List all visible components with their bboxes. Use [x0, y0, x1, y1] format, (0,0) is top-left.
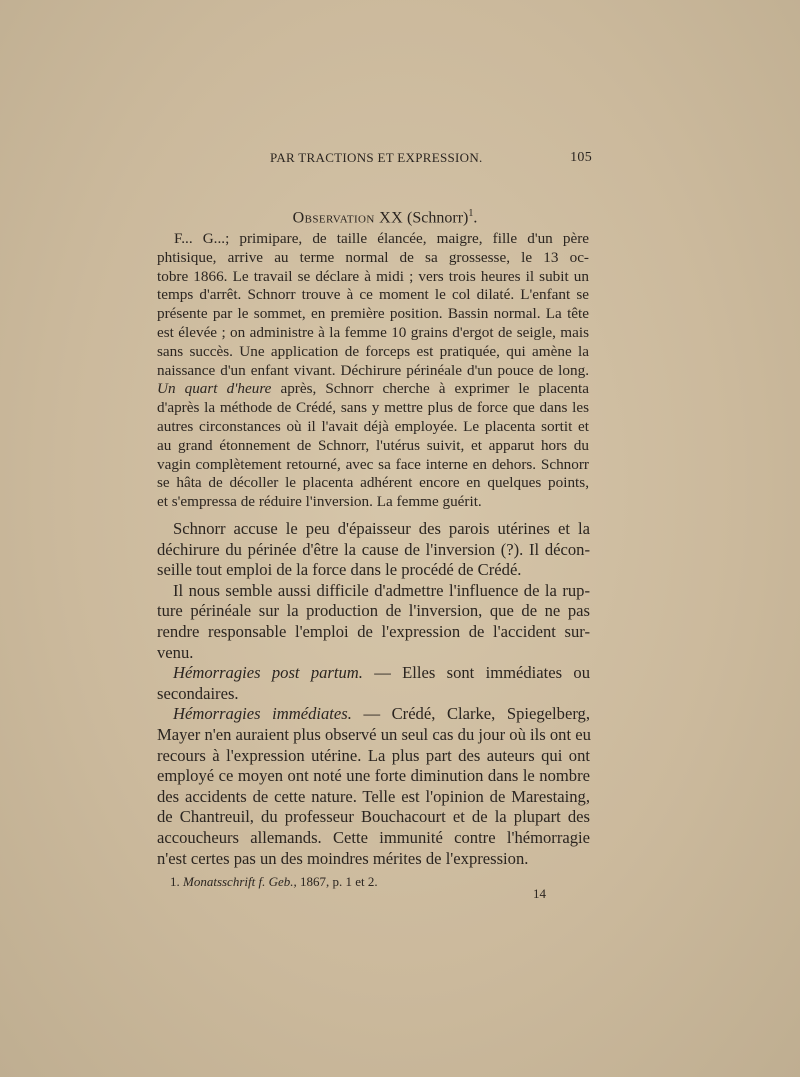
paragraph-line: des accidents de cette nature. Telle est l'opinion de Marestaing, [157, 786, 590, 806]
paragraph-line: de Chantreuil, du professeur Bouchacourt et de la plupart des [157, 807, 590, 827]
paragraph-line: Mayer n'en auraient plus observé un seul cas du jour où ils ont eu [157, 724, 591, 744]
footnote-rest: 1867, p. 1 et 2. [296, 874, 378, 889]
observation-line: tobre 1866. Le travail se déclare à midi ; vers trois heures il subit un [157, 267, 589, 285]
footnote [170, 874, 378, 890]
paragraph-line: déchirure du périnée d'être la cause de l'inversion (?). Il décon- [157, 539, 590, 559]
section-label: Hémorragies post partum. [173, 663, 363, 683]
observation-line: phtisique, arrive au terme normal de sa grossesse, le 13 oc- [157, 248, 589, 266]
signature-mark: 14 [533, 886, 546, 901]
paragraph-line: secondaires. [157, 683, 239, 703]
paragraph-line: n'est certes pas un des moindres mérites de l'expression. [157, 848, 529, 868]
observation-line: F... G...; primipare, de taille élancée, maigre, fille d'un père [174, 230, 589, 247]
paragraph-line-rest: — Elles sont immédiates ou [362, 663, 590, 683]
observation-line: au grand étonnement de Schnorr, l'utérus suivit, et apparut hors du [157, 436, 589, 454]
page-number: 105 [570, 150, 592, 165]
paragraph-line: recours à l'expression utérine. La plus part des auteurs qui ont [157, 745, 590, 765]
observation-heading [0, 208, 770, 227]
paragraph-line: ture périnéale sur la production de l'inversion, que de ne pas [157, 601, 590, 621]
footnote-source: Monatsschrift f. Geb., [183, 874, 297, 889]
section-label: Hémorragies immédiates. [173, 704, 352, 724]
paragraph-line: Schnorr accuse le peu d'épaisseur des parois utérines et la [173, 519, 590, 538]
observation-line: d'après la méthode de Crédé, sans y mettre plus de force que dans les [157, 399, 589, 417]
paragraph-line-mixed [157, 704, 590, 725]
paragraph-line: accoucheurs allemands. Cette immunité contre l'hémorragie [157, 827, 590, 847]
observation-heading-end: . [473, 209, 478, 227]
observation-line: est élevée ; on administre à la femme 10 grains d'ergot de seigle, mais [157, 323, 589, 341]
paragraph-line: Il nous semble aussi difficile d'admettre l'influence de la rup- [173, 580, 590, 600]
italic-phrase: Un quart d'heure [157, 380, 272, 398]
observation-heading-label: Observation XX [292, 209, 404, 227]
paragraph-line: employé ce moyen ont noté une forte diminution dans le nombre [157, 766, 590, 786]
observation-line: vagin complètement retourné, avec sa face interne en dehors. Schnorr [157, 455, 589, 473]
footnote-number: 1. [170, 874, 180, 889]
observation-line: se hâta de décoller le placenta adhérent encore en quelques points, [157, 474, 589, 492]
observation-line: et s'empressa de réduire l'inversion. La femme guérit. [157, 493, 482, 511]
footnote-ref: 1 [468, 208, 474, 219]
paragraph-line: rendre responsable l'emploi de l'expression de l'accident sur- [157, 621, 590, 641]
observation-text [157, 230, 589, 512]
observation-line: temps d'arrêt. Schnorr trouve à ce moment le col dilaté. L'enfant se [157, 286, 589, 304]
paragraph-line-mixed [157, 663, 590, 684]
observation-line: présente par le sommet, en première position. Bassin normal. La tête [157, 305, 589, 323]
observation-line-rest: après, Schnorr cherche à exprimer le placenta [280, 380, 589, 398]
observation-line: naissance d'un enfant vivant. Déchirure périnéale d'un pouce de long. [157, 361, 589, 379]
paragraph-line: venu. [157, 642, 194, 662]
observation-line-mixed [157, 380, 589, 399]
paragraph-line-rest: — Crédé, Clarke, Spiegelberg, [351, 704, 590, 724]
paragraph-line: seille tout emploi de la force dans le procédé de Crédé. [157, 560, 522, 580]
observation-heading-author: (Schnorr) [403, 209, 469, 227]
observation-line: autres circonstances où il l'avait déjà employée. Le placenta sortit et [157, 417, 589, 435]
observation-line: sans succès. Une application de forceps est pratiquée, qui amène la [157, 342, 589, 360]
running-head-title: PAR TRACTIONS ET EXPRESSION. [270, 150, 483, 165]
main-text [157, 519, 590, 869]
